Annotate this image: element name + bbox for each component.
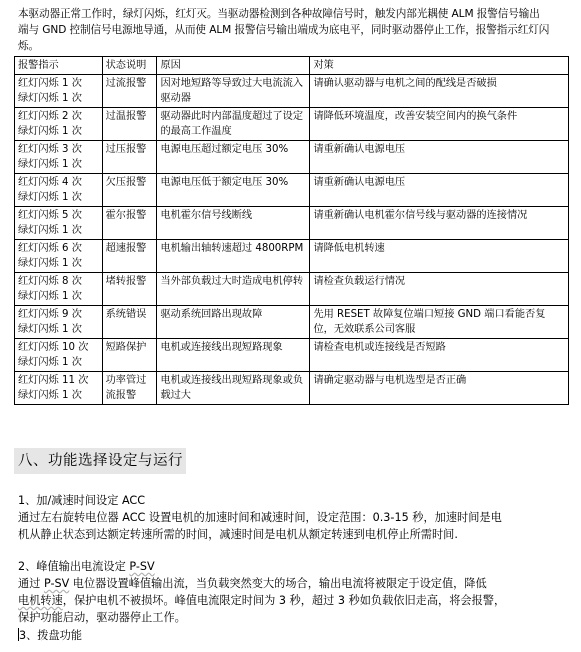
peak-heading: [18, 558, 574, 575]
table-row: [15, 240, 569, 273]
table-row: [15, 174, 569, 207]
cause-cell: 驱动器此时内部温度超过了设定的最高工作温度: [157, 108, 310, 141]
dial-heading: [18, 627, 574, 644]
section-heading: 八、功能选择设定与运行: [14, 448, 186, 474]
status-cell: 功率管过流报警: [102, 372, 157, 405]
header-remedy: 对策: [310, 57, 569, 75]
status-cell: 堵转报警: [102, 273, 157, 306]
green-led-text: 绿灯闪烁 1 次: [18, 258, 82, 269]
table-header-row: [15, 57, 569, 75]
green-led-text: 绿灯闪烁 1 次: [18, 390, 82, 401]
cause-cell: 因对地短路等导致过大电流流入驱动器: [157, 75, 310, 108]
peak-paragraph: [18, 575, 574, 626]
green-led-text: 绿灯闪烁 1 次: [18, 291, 82, 302]
dial-heading-text: 3、拨盘功能: [19, 629, 83, 642]
indicator-cell: [15, 273, 103, 306]
table-row: [15, 372, 569, 405]
remedy-cell: 请检查负载运行情况: [310, 273, 569, 306]
accel-line: 机从静止状态到达额定转速所需的时间，减速时间是电机从额定转速到电机停止所需时间.: [18, 528, 458, 541]
table-row: [15, 108, 569, 141]
table-row: [15, 207, 569, 240]
green-led-text: 绿灯闪烁 1 次: [18, 93, 82, 104]
red-led-text: 红灯闪烁 1 次: [18, 78, 82, 89]
green-led-text: 绿灯闪烁 1 次: [18, 324, 82, 335]
remedy-cell: 请重新确认电机霍尔信号线与驱动器的连接情况: [310, 207, 569, 240]
indicator-cell: [15, 306, 103, 339]
indicator-cell: [15, 339, 103, 372]
indicator-cell: [15, 240, 103, 273]
status-cell: 系统错误: [102, 306, 157, 339]
red-led-text: 红灯闪烁 8 次: [18, 276, 82, 287]
peak-line-text: 通过: [18, 577, 44, 590]
remedy-cell: 先用 RESET 故障复位端口短接 GND 端口看能否复位，无效联系公司客服: [310, 306, 569, 339]
indicator-cell: [15, 174, 103, 207]
green-led-text: 绿灯闪烁 1 次: [18, 192, 82, 203]
table-row: [15, 141, 569, 174]
red-led-text: 红灯闪烁 5 次: [18, 210, 82, 221]
peak-line-code: P-SV: [43, 577, 70, 590]
peak-heading-text: 2、峰值输出电流设定: [18, 560, 130, 573]
status-cell: 短路保护: [102, 339, 157, 372]
indicator-cell: [15, 207, 103, 240]
remedy-cell: 请重新确认电源电压: [310, 141, 569, 174]
green-led-text: 绿灯闪烁 1 次: [18, 225, 82, 236]
red-led-text: 红灯闪烁 9 次: [18, 309, 82, 320]
peak-line-text: ，保护电机不被损坏。峰值电流限定时间为 3 秒，超过 3 秒如负载依旧走高，将会报警，: [62, 594, 506, 607]
cause-cell: 电源电压低于额定电压 30%: [157, 174, 310, 207]
red-led-text: 红灯闪烁 10 次: [18, 342, 89, 353]
accel-heading: 1、加/减速时间设定 ACC: [18, 494, 146, 507]
status-cell: 超速报警: [102, 240, 157, 273]
red-led-text: 红灯闪烁 6 次: [18, 243, 82, 254]
accel-line: 通过左右旋转电位器 ACC 设置电机的加速时间和减速时间，设定范围：0.3-15 秒，加速时间是电: [18, 511, 502, 524]
green-led-text: 绿灯闪烁 1 次: [18, 159, 82, 170]
peak-line: [18, 592, 574, 609]
indicator-cell: [15, 372, 103, 405]
header-indicator: 报警指示: [15, 57, 103, 75]
indicator-cell: [15, 141, 103, 174]
status-cell: 霍尔报警: [102, 207, 157, 240]
table-row: [15, 306, 569, 339]
cause-cell: 电机霍尔信号线断线: [157, 207, 310, 240]
table-row: [15, 75, 569, 108]
red-led-text: 红灯闪烁 3 次: [18, 144, 82, 155]
green-led-text: 绿灯闪烁 1 次: [18, 357, 82, 368]
remedy-cell: 请确认驱动器与电机之间的配线是否破损: [310, 75, 569, 108]
header-cause: 原因: [157, 57, 310, 75]
status-cell: 欠压报警: [102, 174, 157, 207]
table-row: [15, 339, 569, 372]
red-led-text: 红灯闪烁 11 次: [18, 375, 89, 386]
status-cell: 过温报警: [102, 108, 157, 141]
peak-line-text: 电位器设置峰值输出流，当负载突然变大的场合，输出电流将被限定于设定值，降低: [69, 577, 487, 590]
indicator-cell: [15, 108, 103, 141]
remedy-cell: 请降低环境温度，改善安装空间内的换气条件: [310, 108, 569, 141]
cause-cell: 电机或连接线出现短路现象: [157, 339, 310, 372]
status-cell: 过流报警: [102, 75, 157, 108]
remedy-cell: 请检查电机或连接线是否短路: [310, 339, 569, 372]
intro-line: 本驱动器正常工作时，绿灯闪烁，红灯灭。当驱动器检测到各种故障信号时，触发内部光耦使 ALM 报警信号输出: [18, 8, 540, 20]
table-row: [15, 273, 569, 306]
cause-cell: 驱动系统回路出现故障: [157, 306, 310, 339]
green-led-text: 绿灯闪烁 1 次: [18, 126, 82, 137]
cause-cell: 电源电压超过额定电压 30%: [157, 141, 310, 174]
alarm-table: [14, 56, 569, 405]
red-led-text: 红灯闪烁 2 次: [18, 111, 82, 122]
peak-heading-code: P-SV: [129, 560, 155, 573]
cause-cell: 电机或连接线出现短路现象或负载过大: [157, 372, 310, 405]
peak-line: [18, 575, 574, 592]
header-status: 状态说明: [102, 57, 157, 75]
cause-cell: 电机输出轴转速超过 4800RPM: [157, 240, 310, 273]
peak-line-text: 电机转速: [18, 594, 63, 607]
intro-paragraph: [18, 6, 574, 54]
red-led-text: 红灯闪烁 4 次: [18, 177, 82, 188]
status-cell: 过压报警: [102, 141, 157, 174]
remedy-cell: 请确定驱动器与电机选型是否正确: [310, 372, 569, 405]
peak-line: 保护功能启动，驱动器停止工作。: [18, 611, 186, 624]
remedy-cell: 请降低电机转速: [310, 240, 569, 273]
indicator-cell: [15, 75, 103, 108]
remedy-cell: 请重新确认电源电压: [310, 174, 569, 207]
intro-line: 端与 GND 控制信号电源地导通，从而使 ALM 报警信号输出端成为底电平，同时驱动器停止工作，报警指示红灯闪: [18, 24, 550, 36]
intro-line: 烁。: [18, 40, 39, 52]
cause-cell: 当外部负载过大时造成电机停转: [157, 273, 310, 306]
accel-paragraph: [18, 509, 574, 543]
